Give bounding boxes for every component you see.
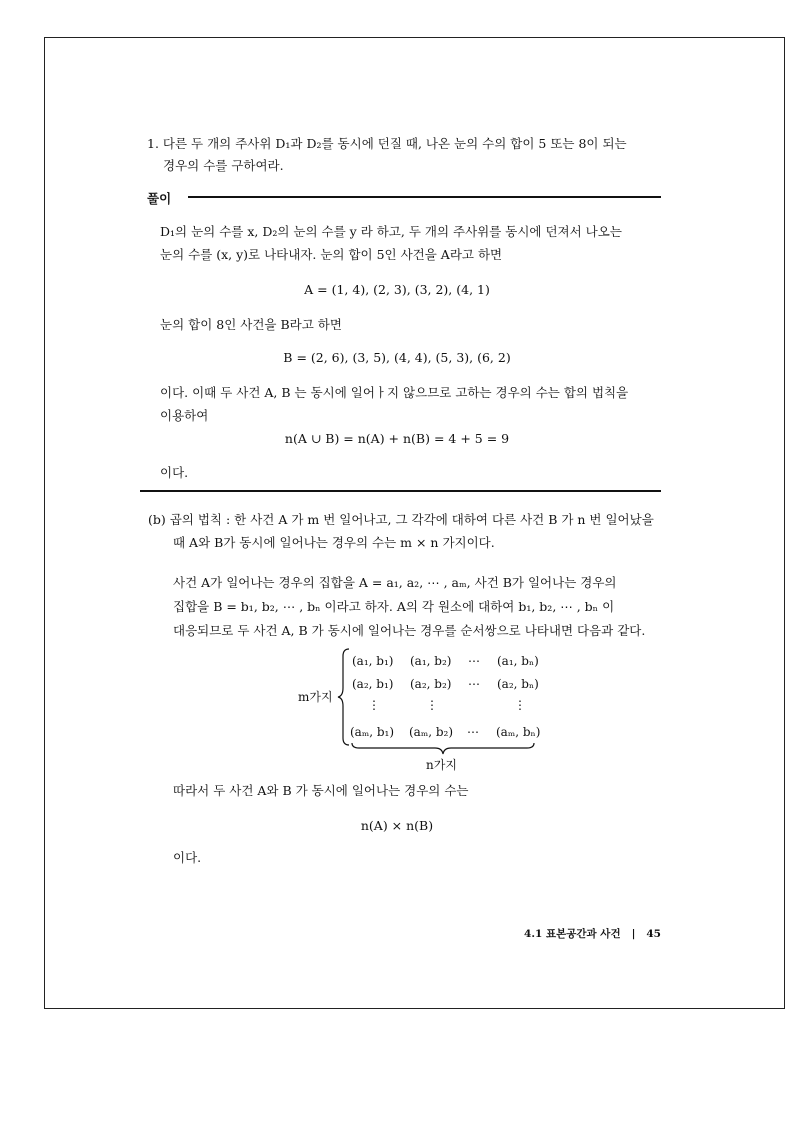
matrix-cell: (a₂, bₙ): [497, 677, 539, 691]
problem-line-2: 경우의 수를 구하여라.: [163, 158, 284, 173]
equation-product-rule: n(A) × n(B): [360, 818, 434, 833]
matrix-cell: ⋯: [468, 677, 480, 691]
matrix-cell: (a₁, b₂): [410, 654, 452, 668]
equation-set-b: B = (2, 6), (3, 5), (4, 4), (5, 3), (6, 2): [283, 350, 511, 365]
rule-b-para-1-line-1: 사건 A가 일어나는 경우의 집합을 A = a₁, a₂, ⋯ , aₘ, 사건 B가 일어나는 경우의: [173, 575, 617, 590]
footer-separator: |: [631, 928, 636, 940]
solution-para-1-line-1: D₁의 눈의 수를 x, D₂의 눈의 수를 y 라 하고, 두 개의 주사위를 동시에 던져서 나오는: [160, 224, 622, 239]
section-divider: [140, 490, 661, 492]
matrix-row-label: m가지: [298, 690, 333, 704]
matrix-cell: (aₘ, bₙ): [496, 725, 541, 739]
matrix-cell: (a₁, bₙ): [497, 654, 539, 668]
equation-set-a: A = (1, 4), (2, 3), (3, 2), (4, 1): [304, 282, 490, 297]
problem-line-1: 1. 다른 두 개의 주사위 D₁과 D₂를 동시에 던질 때, 나온 눈의 수의 합이 5 또는 8이 되는: [147, 136, 627, 151]
matrix-cell: ⋮: [426, 698, 438, 712]
page-footer: [524, 926, 661, 941]
matrix-cell: ⋯: [468, 654, 480, 668]
matrix-cell: (a₂, b₂): [410, 677, 452, 691]
solution-para-3-line-1: 이다. 이때 두 사건 A, B 는 동시에 일어ㅏ지 않으므로 고하는 경우의 수는 합의 법칙을: [160, 385, 629, 400]
rule-b-para-3: 이다.: [173, 850, 202, 865]
left-brace-icon: [337, 648, 351, 746]
solution-para-2: 눈의 합이 8인 사건을 B라고 하면: [160, 317, 342, 332]
heading-rule: [188, 196, 661, 198]
matrix-cell: (aₘ, b₂): [409, 725, 453, 739]
matrix-cell: (aₘ, b₁): [350, 725, 394, 739]
solution-para-4: 이다.: [160, 465, 189, 480]
matrix-col-label: n가지: [426, 758, 457, 772]
rule-b-para-1-line-3: 대응되므로 두 사건 A, B 가 동시에 일어나는 경우를 순서쌍으로 나타내면 다음과 같다.: [173, 623, 646, 638]
equation-sum-rule: n(A ∪ B) = n(A) + n(B) = 4 + 5 = 9: [284, 431, 510, 446]
rule-b-para-2: 따라서 두 사건 A와 B 가 동시에 일어나는 경우의 수는: [173, 783, 469, 798]
matrix-cell: ⋯: [467, 725, 479, 739]
page-number: 45: [646, 928, 661, 940]
matrix-cell: ⋮: [368, 698, 380, 712]
matrix-cell: (a₁, b₁): [352, 654, 394, 668]
footer-section-title: 4.1 표본공간과 사건: [524, 928, 621, 940]
matrix-cell: ⋮: [514, 698, 526, 712]
solution-para-1-line-2: 눈의 수를 (x, y)로 나타내자. 눈의 합이 5인 사건을 A라고 하면: [160, 247, 503, 262]
rule-b-line-1: (b) 곱의 법칙 : 한 사건 A 가 m 번 일어나고, 그 각각에 대하여 다른 사건 B 가 n 번 일어났을: [148, 512, 654, 527]
matrix-cell: (a₂, b₁): [352, 677, 394, 691]
rule-b-line-2: 때 A와 B가 동시에 일어나는 경우의 수는 m × n 가지이다.: [173, 535, 495, 550]
solution-heading: 풀이: [147, 191, 172, 206]
rule-b-para-1-line-2: 집합을 B = b₁, b₂, ⋯ , bₙ 이라고 하자. A의 각 원소에 대하여 b₁, b₂, ⋯ , bₙ 이: [173, 599, 615, 614]
bottom-brace-icon: [351, 742, 535, 756]
solution-para-3-line-2: 이용하여: [160, 408, 209, 423]
